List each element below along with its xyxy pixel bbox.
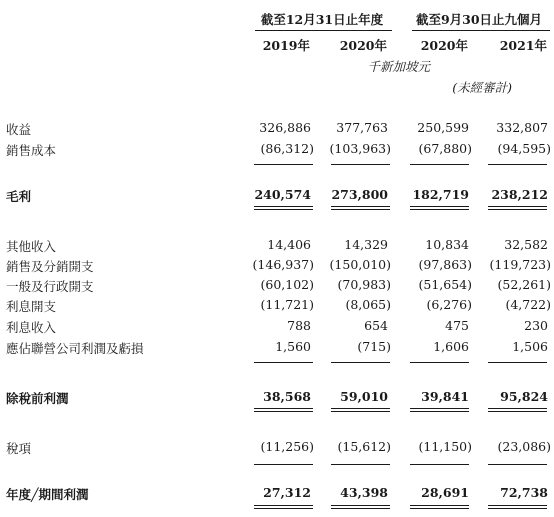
cell-other-2019: 14,406 [267, 237, 311, 252]
year-header-1: 2019年 [262, 38, 310, 53]
cell-gross-9m2021: 238,212 [491, 187, 548, 202]
cell-assoc-9m2021: 1,506 [512, 339, 548, 354]
rule-cost-2 [331, 164, 390, 165]
header-group-nine-months-rule [412, 30, 550, 31]
cell-admin-9m2020: (51,654) [418, 277, 472, 292]
rule-profit-2 [331, 505, 390, 509]
rule-gross-4 [488, 206, 547, 210]
row-label-tax: 稅項 [6, 441, 32, 456]
cell-gross-2019: 240,574 [254, 187, 311, 202]
cell-int-exp-2020: (8,065) [345, 297, 391, 312]
cell-assoc-9m2020: 1,606 [433, 339, 469, 354]
cell-admin-2020: (70,983) [337, 277, 391, 292]
row-label-admin-expenses: 一般及行政開支 [6, 279, 94, 294]
cell-selling-9m2021: (119,723) [489, 257, 551, 272]
cell-profit-2019: 27,312 [263, 485, 311, 500]
cell-revenue-9m2020: 250,599 [417, 120, 469, 135]
cell-tax-2019: (11,256) [260, 439, 314, 454]
rule-pbt-2 [331, 408, 390, 412]
rule-pbt-1 [254, 408, 313, 412]
row-label-associates: 應佔聯營公司利潤及虧損 [6, 341, 144, 356]
rule-profit-4 [488, 505, 547, 509]
cell-gross-9m2020: 182,719 [412, 187, 469, 202]
cell-pbt-2019: 38,568 [263, 389, 311, 404]
unit-label: 千新加坡元 [367, 59, 430, 74]
rule-assoc-3 [410, 362, 469, 363]
cell-selling-9m2020: (97,863) [418, 257, 472, 272]
cell-cost-2019: (86,312) [260, 141, 314, 156]
year-header-4: 2021年 [499, 38, 547, 53]
cell-int-inc-2019: 788 [287, 318, 311, 333]
rule-profit-3 [410, 505, 469, 509]
unaudited-label: (未經審計) [452, 80, 512, 95]
cell-gross-2020: 273,800 [331, 187, 388, 202]
row-label-interest-expense: 利息開支 [6, 299, 57, 314]
cell-pbt-2020: 59,010 [340, 389, 388, 404]
row-label-profit-for-period: 年度╱期間利潤 [6, 487, 89, 502]
row-label-gross-profit: 毛利 [6, 189, 32, 204]
cell-tax-9m2020: (11,150) [418, 439, 472, 454]
cell-int-exp-9m2021: (4,722) [505, 297, 551, 312]
cell-profit-9m2020: 28,691 [421, 485, 469, 500]
cell-revenue-2020: 377,763 [336, 120, 388, 135]
rule-cost-3 [410, 164, 469, 165]
rule-pbt-3 [410, 408, 469, 412]
rule-gross-1 [254, 206, 313, 210]
rule-assoc-1 [254, 362, 313, 363]
cell-tax-2020: (15,612) [337, 439, 391, 454]
rule-assoc-4 [488, 362, 547, 363]
cell-revenue-2019: 326,886 [259, 120, 311, 135]
rule-tax-2 [331, 464, 390, 465]
rule-tax-4 [488, 464, 547, 465]
cell-cost-9m2020: (67,880) [418, 141, 472, 156]
cell-tax-9m2021: (23,086) [497, 439, 551, 454]
row-label-cost-of-sales: 銷售成本 [6, 143, 57, 158]
rule-gross-3 [410, 206, 469, 210]
cell-cost-9m2021: (94,595) [497, 141, 551, 156]
cell-other-2020: 14,329 [344, 237, 388, 252]
cell-int-inc-2020: 654 [364, 318, 388, 333]
rule-cost-4 [488, 164, 547, 165]
cell-int-inc-9m2020: 475 [445, 318, 469, 333]
rule-cost-1 [254, 164, 313, 165]
row-label-selling-expenses: 銷售及分銷開支 [6, 259, 94, 274]
cell-int-exp-2019: (11,721) [260, 297, 314, 312]
cell-pbt-9m2020: 39,841 [421, 389, 469, 404]
rule-tax-1 [254, 464, 313, 465]
rule-pbt-4 [488, 408, 547, 412]
cell-selling-2020: (150,010) [329, 257, 391, 272]
cell-assoc-2019: 1,560 [275, 339, 311, 354]
header-group-fiscal-rule [255, 30, 392, 31]
cell-admin-2019: (60,102) [260, 277, 314, 292]
cell-other-9m2021: 32,582 [504, 237, 548, 252]
year-header-2: 2020年 [339, 38, 387, 53]
row-label-revenue: 收益 [6, 122, 32, 137]
rule-profit-1 [254, 505, 313, 509]
cell-profit-9m2021: 72,738 [500, 485, 548, 500]
cell-selling-2019: (146,937) [252, 257, 314, 272]
cell-pbt-9m2021: 95,824 [500, 389, 548, 404]
header-group-fiscal-year: 截至12月31日止年度 [260, 12, 384, 27]
header-group-nine-months: 截至9月30日止九個月 [415, 12, 543, 27]
cell-int-inc-9m2021: 230 [524, 318, 548, 333]
cell-cost-2020: (103,963) [329, 141, 391, 156]
cell-admin-9m2021: (52,261) [497, 277, 551, 292]
rule-tax-3 [410, 464, 469, 465]
cell-other-9m2020: 10,834 [425, 237, 469, 252]
row-label-other-income: 其他收入 [6, 239, 57, 254]
rule-gross-2 [331, 206, 390, 210]
cell-int-exp-9m2020: (6,276) [426, 297, 472, 312]
year-header-3: 2020年 [420, 38, 468, 53]
cell-revenue-9m2021: 332,807 [496, 120, 548, 135]
row-label-interest-income: 利息收入 [6, 320, 57, 335]
cell-profit-2020: 43,398 [340, 485, 388, 500]
row-label-profit-before-tax: 除稅前利潤 [6, 391, 69, 406]
cell-assoc-2020: (715) [357, 339, 391, 354]
rule-assoc-2 [331, 362, 390, 363]
